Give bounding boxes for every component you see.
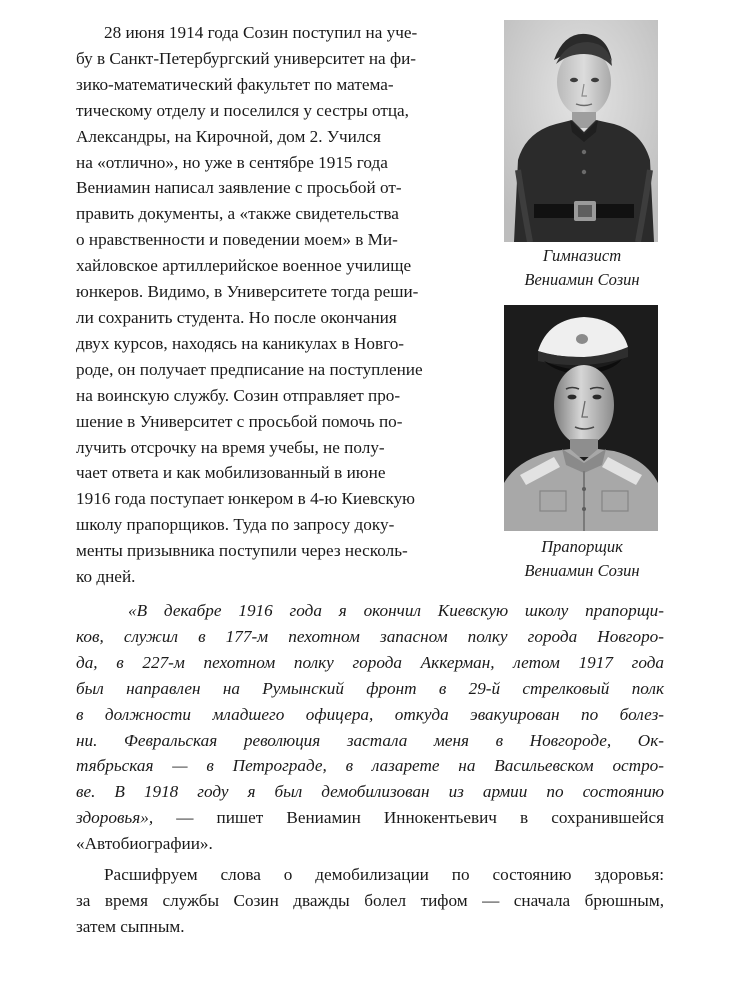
text-line: шение в Университет с просьбой помочь по- xyxy=(76,411,403,431)
portrait-image xyxy=(504,20,658,242)
text-line: Вениамин написал заявление с просьбой от- xyxy=(76,178,402,198)
text-line: 1916 года поступает юнкером в 4-ю Киевскую xyxy=(76,489,416,509)
quote-line: был направлен на Румынский фронт в 29-й стрелковый полк xyxy=(76,678,664,698)
text-line: юнкеров. Видимо, в Университете тогда реши- xyxy=(76,282,419,302)
photo-ensign xyxy=(504,305,658,531)
text-line: зико-математический факультет по матема- xyxy=(76,74,394,94)
quote-line: «Автобиографии». xyxy=(76,834,213,854)
quote-line: «В декабре 1916 года я окончил Киевскую школу прапорщи- xyxy=(128,601,664,620)
text-line: школу прапорщиков. Туда по запросу доку- xyxy=(76,515,395,535)
quote-line: тябрьская — в Петрограде, в лазарете на Васильевском остро- xyxy=(76,756,664,776)
closing-paragraph xyxy=(76,862,664,940)
text-line: затем сыпным. xyxy=(76,916,185,936)
text-line: на «отлично», но уже в сентябре 1915 года xyxy=(76,152,388,172)
text-line: двух курсов, находясь на каникулах в Новго- xyxy=(76,333,405,353)
photo-caption xyxy=(498,535,666,583)
text-line: за время службы Созин дважды болел тифом — сначала брюшным, xyxy=(76,890,664,910)
quote-line: в должности младшего офицера, откуда эвакуирован по болез- xyxy=(76,704,664,724)
text-line: роде, он получает предписание на поступление xyxy=(76,359,423,379)
caption-line: Гимназист xyxy=(542,246,622,265)
caption-line: Прапорщик xyxy=(541,537,623,556)
text-line: тическому отделу и поселился у сестры отца, xyxy=(76,100,409,120)
quote-block xyxy=(76,598,664,857)
quote-line: ни. Февральская революция застала меня в Новгороде, Ок- xyxy=(76,730,664,750)
text-line: хайловское артиллерийское военное училище xyxy=(76,256,412,276)
text-line: 28 июня 1914 года Созин поступил на уче- xyxy=(104,23,418,42)
text-line: Александры, на Кирочной, дом 2. Учился xyxy=(76,126,381,146)
quote-line: здоровья», — пишет Вениамин Иннокентьевич в сохранившейся xyxy=(76,808,664,828)
text-line: лучить отсрочку на время учебы, не полу- xyxy=(76,437,385,457)
quote-line: ков, служил в 177-м пехотном запасном полку города Новгоро- xyxy=(76,626,664,646)
caption-line: Вениамин Созин xyxy=(524,270,640,289)
text-line: о нравственности и поведении моем» в Ми- xyxy=(76,230,398,250)
text-line: на воинскую службу. Созин отправляет про- xyxy=(76,385,401,405)
text-line: менты призывника поступили через несколь- xyxy=(76,541,408,561)
quote-line: ве. В 1918 году я был демобилизован из армии по состоянию xyxy=(76,782,664,802)
text-line: править документы, а «также свидетельства xyxy=(76,204,399,224)
caption-line: Вениамин Созин xyxy=(524,561,640,580)
main-paragraph xyxy=(76,20,476,590)
text-line: бу в Санкт-Петербургский университет на фи- xyxy=(76,48,416,68)
text-line: чает ответа и как мобилизованный в июне xyxy=(76,463,386,483)
photo-caption xyxy=(498,244,666,292)
text-line: ко дней. xyxy=(76,567,136,587)
text-line: Расшифруем слова о демобилизации по состоянию здоровья: xyxy=(104,865,664,884)
portrait-image xyxy=(504,305,658,531)
photo-gymnasium-student xyxy=(504,20,658,242)
quote-line: да, в 227-м пехотном полку города Аккерман, летом 1917 года xyxy=(76,652,664,672)
text-line: ли сохранить студента. Но после окончания xyxy=(76,307,397,327)
